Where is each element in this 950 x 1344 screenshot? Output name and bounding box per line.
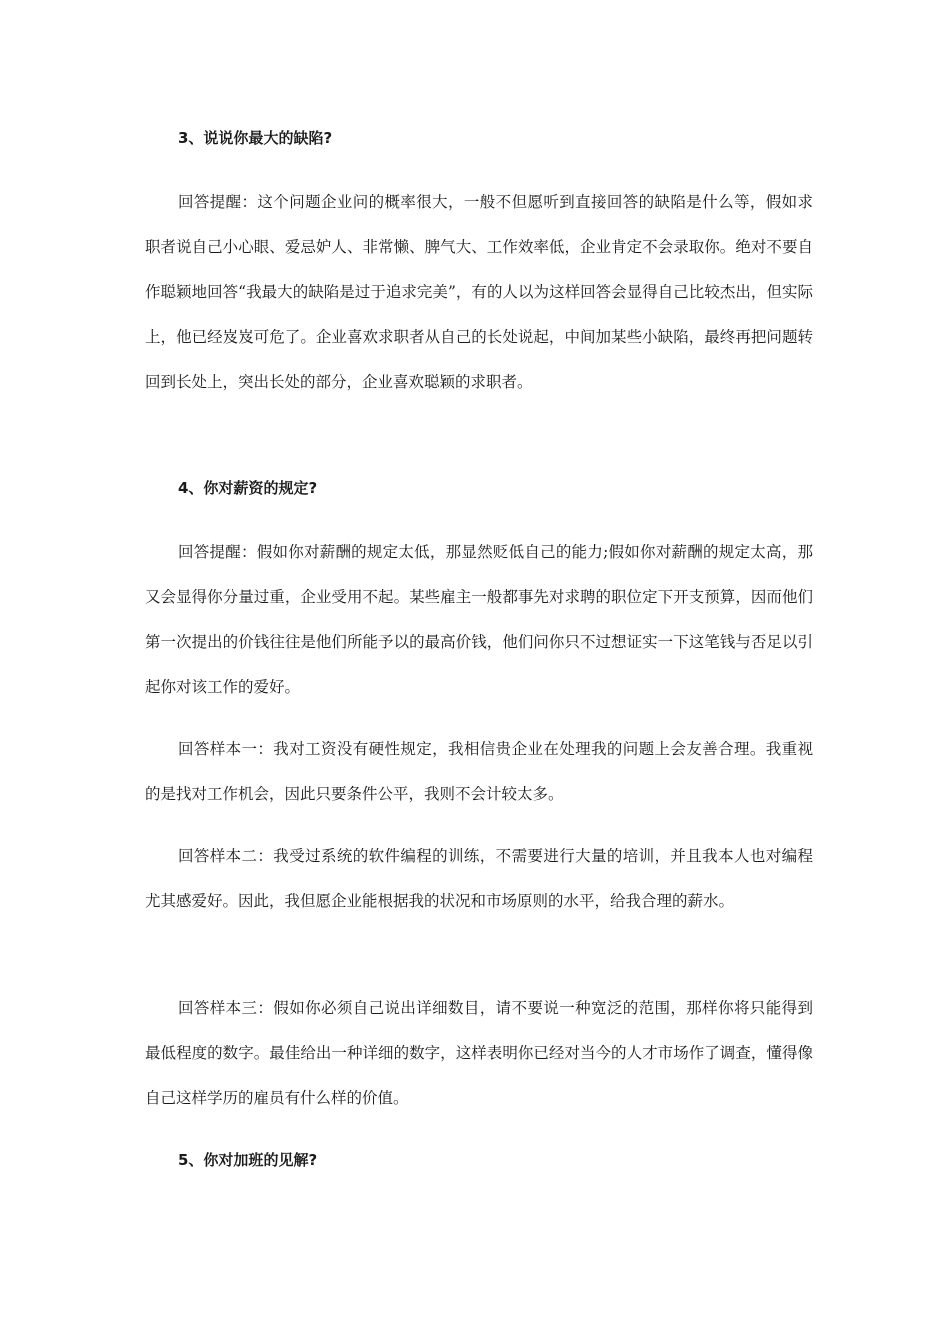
section-4-paragraph-3: 回答样本二：我受过系统的软件编程的训练，不需要进行大量的培训，并且我本人也对编程尤其感爱好。因此，我但愿企业能根据我的状况和市场原则的水平，给我合理的薪水。 xyxy=(145,847,813,910)
section-4-paragraph-4: 回答样本三：假如你必须自己说出详细数目，请不要说一种宽泛的范围，那样你将只能得到最低程度的数字。最佳给出一种详细的数字，这样表明你已经对当今的人才市场作了调查，懂得像自己这样学历的雇员有什么样的价值。 xyxy=(145,999,813,1107)
section-heading-5: 5、你对加班的见解? xyxy=(178,1151,318,1169)
section-4-paragraph-1: 回答提醒：假如你对薪酬的规定太低，那显然贬低自己的能力;假如你对薪酬的规定太高，那又会显得你分量过重，企业受用不起。某些雇主一般都事先对求聘的职位定下开支预算，因而他们第一次提出的价钱往往是他们所能予以的最高价钱，他们问你只不过想证实一下这笔钱与否足以引起你对该工作的爱好。 xyxy=(145,543,813,696)
section-heading-3: 3、说说你最大的缺陷? xyxy=(178,129,333,147)
section-3-paragraph-1: 回答提醒：这个问题企业问的概率很大，一般不但愿听到直接回答的缺陷是什么等，假如求职者说自己小心眼、爱忌妒人、非常懒、脾气大、工作效率低，企业肯定不会录取你。绝对不要自作聪颖地回答“我最大的缺陷是过于追求完美”，有的人以为这样回答会显得自己比较杰出，但实际上，他已经岌岌可危了。企业喜欢求职者从自己的长处说起，中间加某些小缺陷，最终再把问题转回到长处上，突出长处的部分，企业喜欢聪颖的求职者。 xyxy=(145,193,813,391)
section-4-paragraph-2: 回答样本一：我对工资没有硬性规定，我相信贵企业在处理我的问题上会友善合理。我重视的是找对工作机会，因此只要条件公平，我则不会计较太多。 xyxy=(145,740,813,803)
section-heading-4: 4、你对薪资的规定? xyxy=(178,479,318,497)
